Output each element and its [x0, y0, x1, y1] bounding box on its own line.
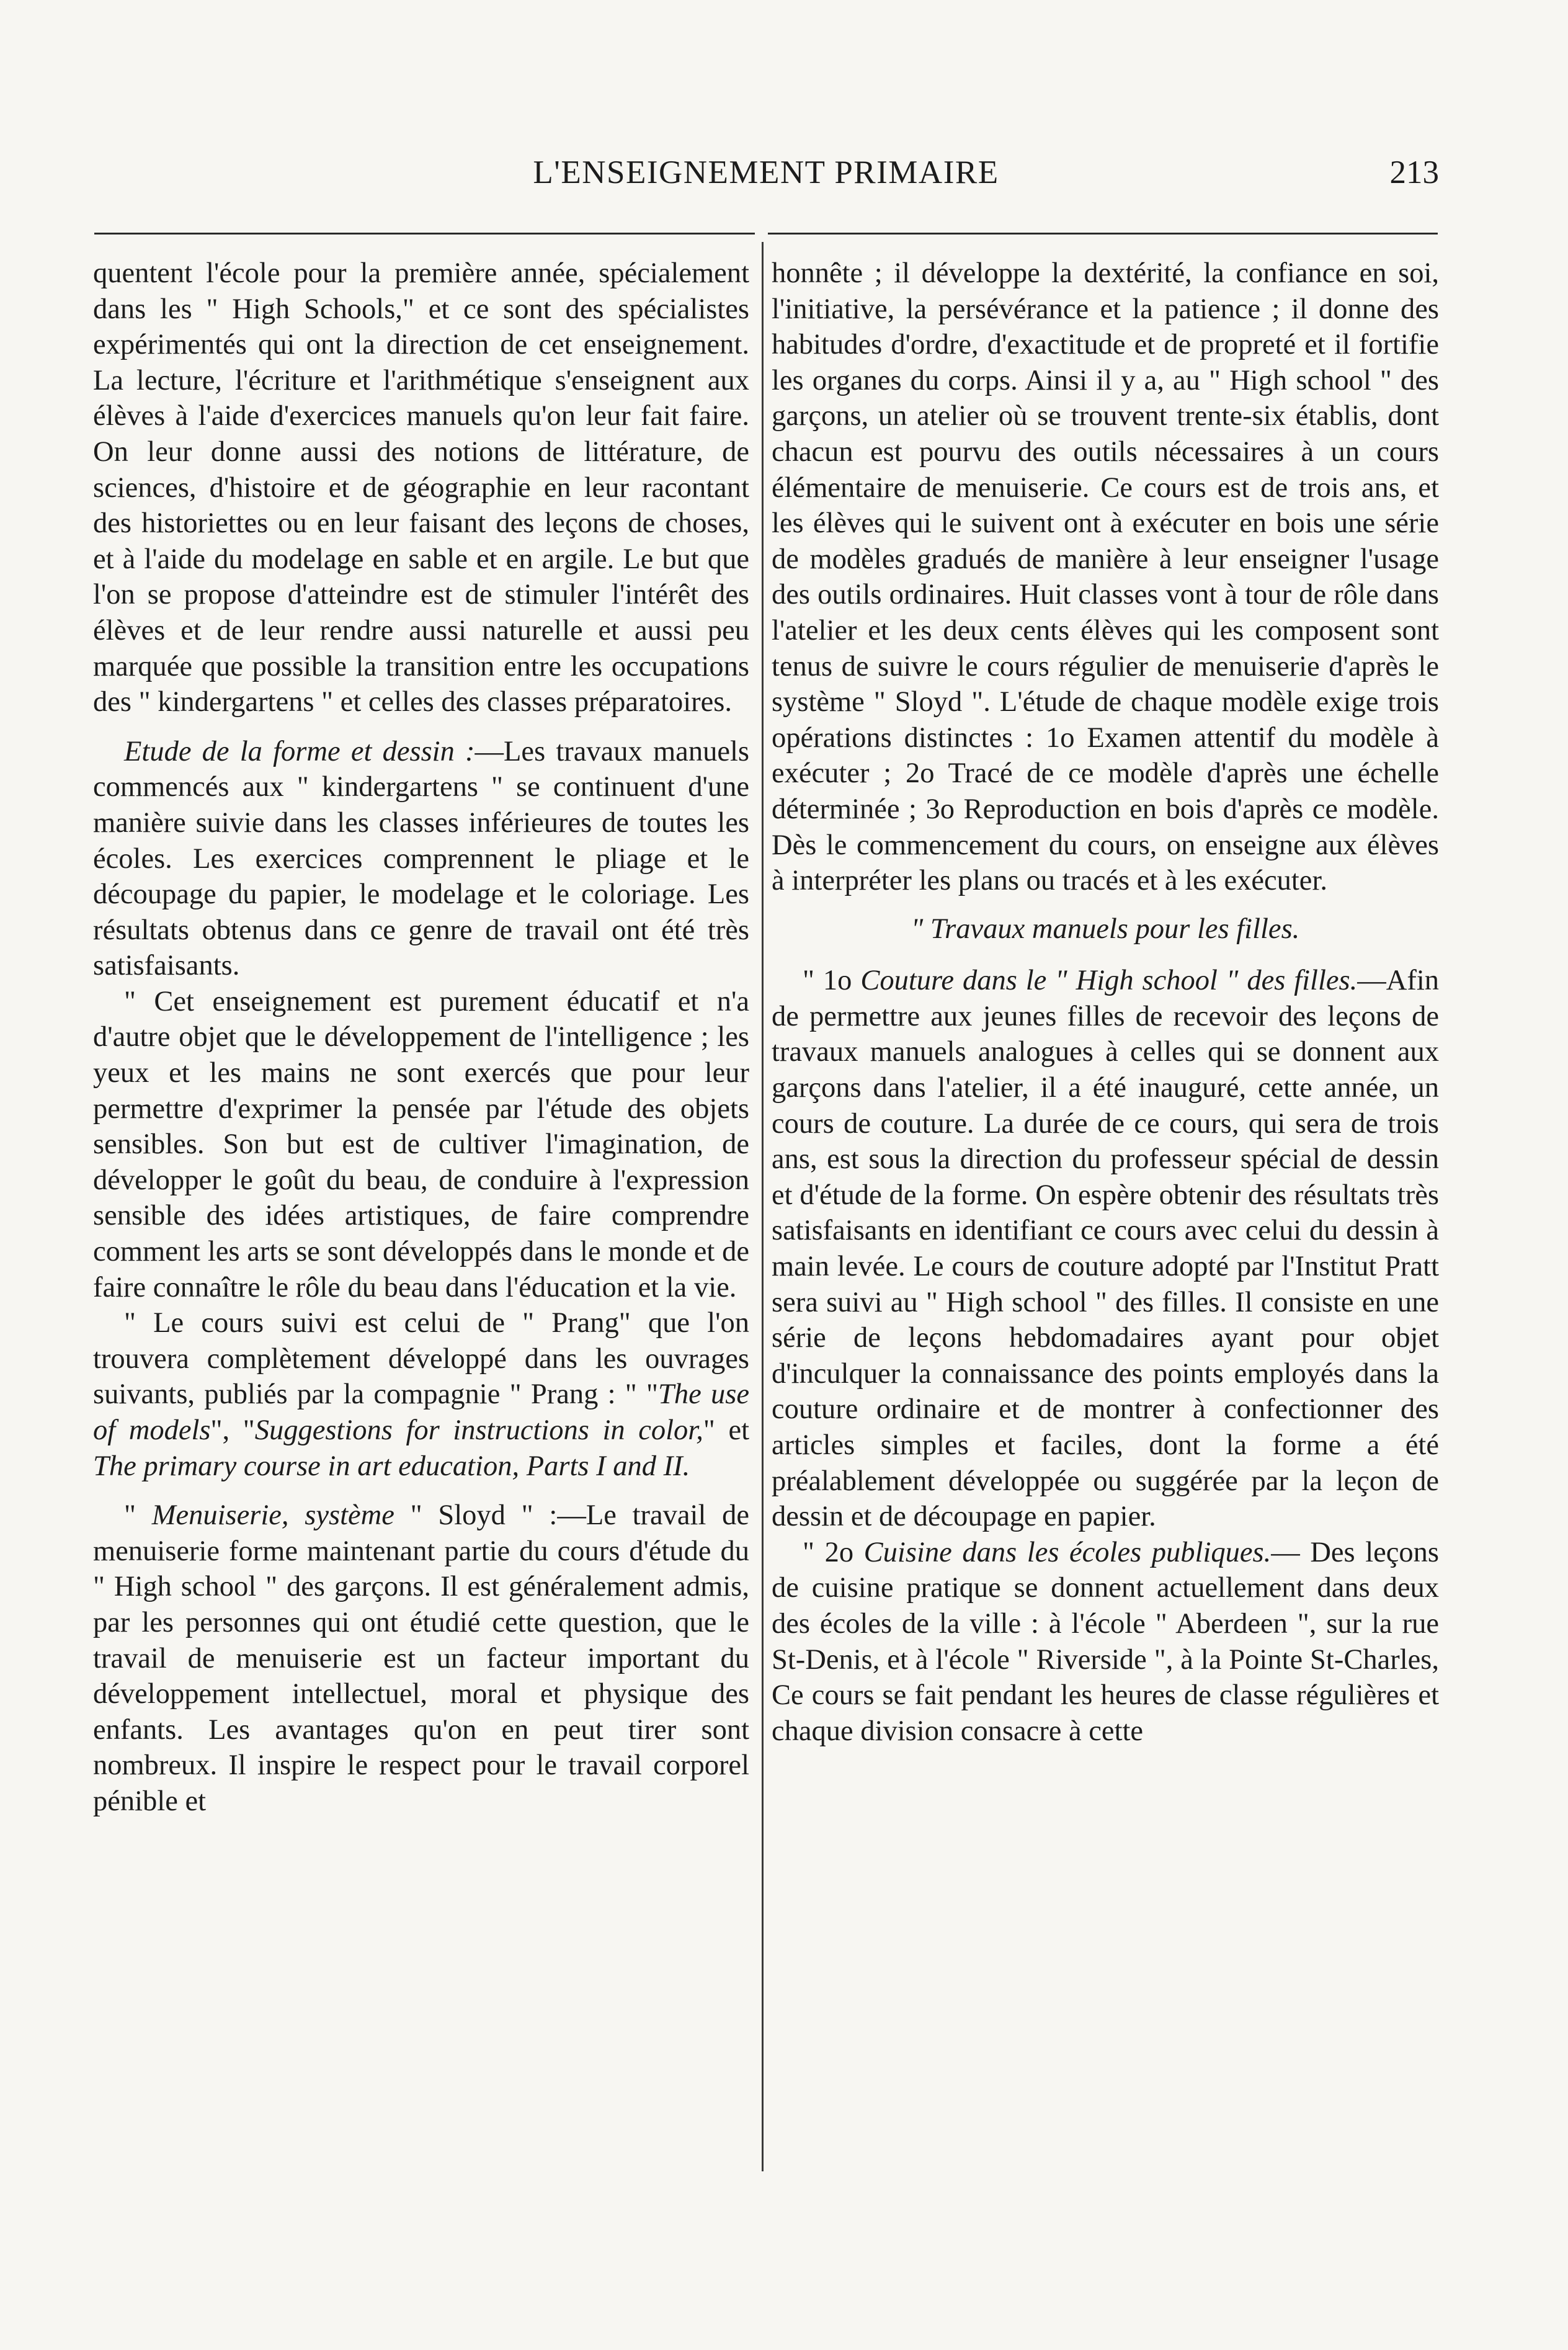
paragraph-number: " 2o [803, 1536, 854, 1568]
book-title: The primary course in art education, Parts I and II. [93, 1450, 690, 1482]
paragraph-title-quote: " Sloyd " : [410, 1499, 558, 1532]
paragraph-text: " et [703, 1414, 750, 1446]
paragraph [772, 963, 1439, 1535]
book-title: Suggestions for instructions in color, [254, 1414, 703, 1446]
header-rule-right [768, 233, 1438, 235]
paragraph-body: —Le travail de menuiserie forme maintenant partie du cours d'étude du " High school " des garçons. Il est généralement admis, par les personnes qui ont étudié cette question, que le travail de menuiserie est un facteur important du développement intellectuel, moral et physique des enfants. Les avantages qu'on en peut tirer sont nombreux. Il inspire le respect pour le travail corporel pénible et [93, 1499, 750, 1817]
running-title: L'ENSEIGNEMENT PRIMAIRE [533, 154, 999, 190]
section-heading: " Travaux manuels pour les filles. [911, 913, 1300, 945]
paragraph-title: Etude de la forme et dessin : [124, 735, 475, 767]
paragraph-body: — Des leçons de cuisine pratique se donnent actuellement dans deux des écoles de la ville : à l'école " Aberdeen ", sur la rue St-Denis, et à l'école " Riverside ", à la Pointe St-Charles, Ce cours se fait pendant les heures de classe régulières et chaque division consacre à cette [772, 1536, 1440, 1747]
paragraph-title: Menuiserie, système [151, 1499, 394, 1532]
page-header [93, 154, 1439, 203]
column-divider [762, 242, 764, 2171]
paragraph-open-quote: " [124, 1499, 136, 1532]
paragraph-title: Cuisine dans les écoles publiques. [863, 1536, 1272, 1568]
paragraph-text: " Le cours suivi est celui de " Prang" que l'on trouvera complètement développé dans les ouvrages suivants, publiés par la compagnie " Prang : " " [93, 1307, 749, 1411]
right-column [772, 256, 1439, 1749]
paragraph-body: —Afin de permettre aux jeunes filles de recevoir des leçons de travaux manuels analogues à celles qui se donnent aux garçons dans l'atelier, il a été inauguré, cette année, un cours de couture. La durée de ce cours, qui sera de trois ans, est sous la direction du professeur spécial de dessin et d'étude de la forme. On espère obtenir des résultats très satisfaisants en identifiant ce cours avec celui du dessin à main levée. Le cours de couture adopté par l'Institut Pratt sera suivi au " High school " des filles. Il consiste en une série de leçons hebdomadaires ayant pour objet d'inculquer la connaissance des points employés dans la couture ordinaire et de montrer à confectionner des articles simples et faciles, dont la forme a été préalablement développée ou suggérée par la leçon de dessin et de découpage en papier. [772, 965, 1440, 1533]
paragraph [93, 1498, 749, 1819]
paragraph [93, 734, 749, 984]
header-rule-left [94, 233, 755, 235]
paragraph [772, 1535, 1439, 1749]
paragraph: honnête ; il développe la dextérité, la confiance en soi, l'initiative, la persévérance et la patience ; il donne des habitudes d'ordre, d'exactitude et de propreté et il fortifie les organes du corps. Ainsi il y a, au " High school " des garçons, un atelier où se trouvent trente-six établis, dont chacun est pourvu des outils nécessaires à un cours élémentaire de menuiserie. Ce cours est de trois ans, et les élèves qui le suivent ont à exécuter en bois une série de modèles gradués de manière à leur enseigner l'usage des outils ordinaires. Huit classes vont à tour de rôle dans l'atelier et les deux cents élèves qui les composent sont tenus de suivre le cours régulier de menuiserie d'après le système " Sloyd ". L'étude de chaque modèle exige trois opérations distinctes : 1o Examen attentif du modèle à exécuter ; 2o Tracé de ce modèle d'après une échelle déterminée ; 3o Reproduction en bois d'après ce modèle. Dès le commencement du cours, on enseigne aux élèves à interpréter les plans ou tracés et à les exécuter. [772, 257, 1439, 897]
paragraph: " Cet enseignement est purement éducatif et n'a d'autre objet que le développement de l'intelligence ; les yeux et les mains ne sont exercés que pour leur permettre d'exprimer la pensée par l'étude des objets sensibles. Son but est de cultiver l'imagination, de développer le goût du beau, de conduire à l'expression sensible des idées artistiques, de faire comprendre comment les arts se sont développés dans le monde et de faire connaître le rôle du beau dans l'éducation et la vie. [93, 985, 749, 1303]
paragraph: quentent l'école pour la première année, spécialement dans les " High Schools," et ce sont des spécialistes expérimentés qui ont la direction de cet enseignement. La lecture, l'écriture et l'arithmétique s'enseignent aux élèves à l'aide d'exercices manuels qu'on leur fait faire. On leur donne aussi des notions de littérature, de sciences, d'histoire et de géographie en leur racontant des historiettes ou en leur faisant des leçons de choses, et à l'aide du modelage en sable et en argile. Le but que l'on se propose d'atteindre est de stimuler l'intérêt des élèves et de leur rendre aussi naturelle et aussi peu marquée que possible la transition entre les occupations des " kindergartens " et celles des classes préparatoires. [93, 257, 749, 718]
paragraph-title: Couture dans le " High school " des filles. [860, 965, 1358, 997]
paragraph-body: —Les travaux manuels commencés aux " kindergartens " se continuent d'une manière suivie dans les classes inférieures de toutes les écoles. Les exercices comprennent le pliage et le découpage du papier, le modelage et le coloriage. Les résultats obtenus dans ce genre de travail ont été très satisfaisants. [93, 735, 749, 982]
paragraph-text: ", " [210, 1414, 255, 1446]
page-number: 213 [1389, 154, 1439, 190]
paragraph-number: " 1o [803, 965, 852, 997]
book-title: The use of models [93, 1378, 749, 1446]
left-column [93, 256, 749, 1820]
paragraph [93, 1305, 749, 1484]
